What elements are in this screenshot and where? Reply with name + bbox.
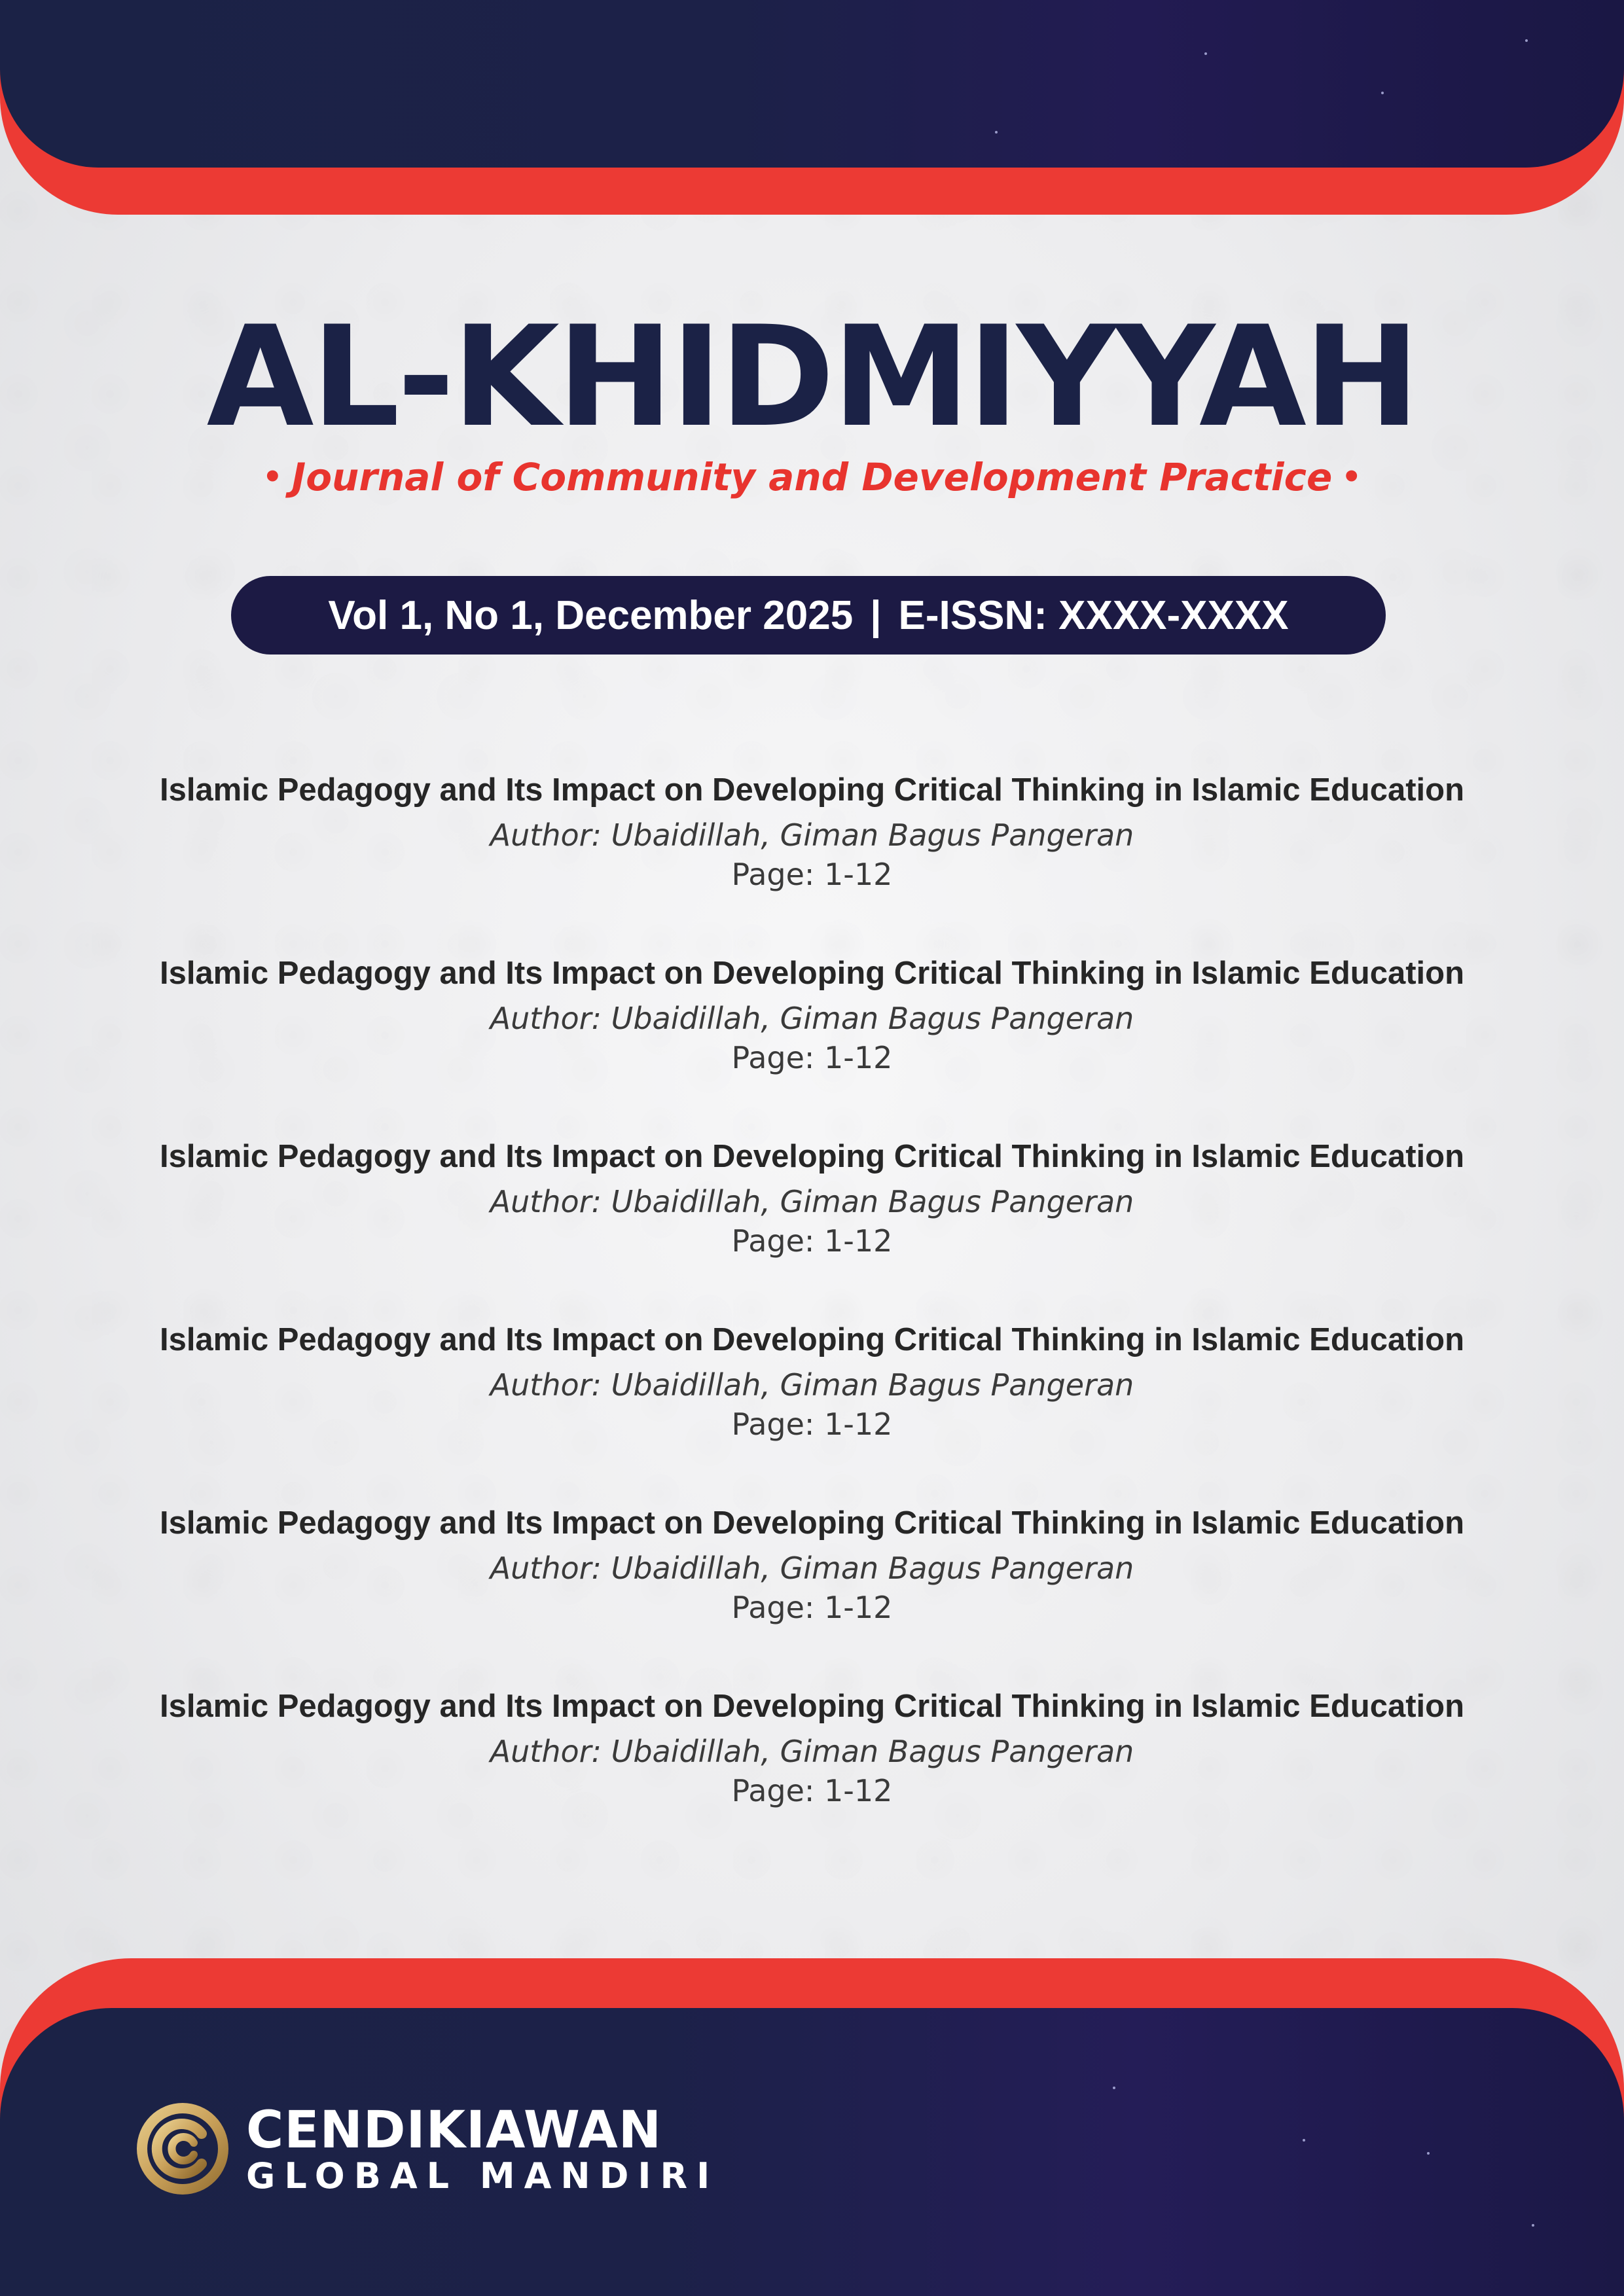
article-page: Page: 1-12 bbox=[731, 857, 893, 892]
issue-info-badge bbox=[231, 576, 1386, 655]
article-item bbox=[0, 1314, 1624, 1498]
article-title: Islamic Pedagogy and Its Impact on Developing Critical Thinking in Islamic Education bbox=[159, 1139, 1465, 1174]
article-item bbox=[0, 1131, 1624, 1314]
publisher-subname: GLOBAL MANDIRI bbox=[246, 2155, 719, 2197]
article-item bbox=[0, 948, 1624, 1131]
article-item bbox=[0, 1681, 1624, 1864]
volume-info: Vol 1, No 1, December 2025 bbox=[328, 592, 854, 638]
article-author: Author: Ubaidillah, Giman Bagus Pangeran bbox=[490, 1551, 1134, 1586]
article-title: Islamic Pedagogy and Its Impact on Developing Critical Thinking in Islamic Education bbox=[159, 1505, 1465, 1541]
article-title: Islamic Pedagogy and Its Impact on Developing Critical Thinking in Islamic Education bbox=[159, 1322, 1465, 1357]
article-item bbox=[0, 1498, 1624, 1681]
article-title: Islamic Pedagogy and Its Impact on Developing Critical Thinking in Islamic Education bbox=[159, 772, 1465, 808]
journal-subtitle-line bbox=[0, 455, 1624, 499]
publisher-name: CENDIKIAWAN bbox=[246, 2101, 662, 2160]
bullet-right: • bbox=[1341, 459, 1362, 495]
article-title: Islamic Pedagogy and Its Impact on Developing Critical Thinking in Islamic Education bbox=[159, 1689, 1465, 1724]
article-author: Author: Ubaidillah, Giman Bagus Pangeran bbox=[490, 1184, 1134, 1219]
journal-title: AL-KHIDMIYYAH bbox=[206, 296, 1418, 457]
issue-separator: | bbox=[870, 592, 882, 638]
top-banner bbox=[0, 0, 1624, 168]
article-list bbox=[0, 764, 1624, 1864]
journal-subtitle: Journal of Community and Development Practice bbox=[291, 455, 1333, 499]
article-author: Author: Ubaidillah, Giman Bagus Pangeran bbox=[490, 1367, 1134, 1403]
article-author: Author: Ubaidillah, Giman Bagus Pangeran bbox=[490, 817, 1134, 853]
publisher-brand bbox=[134, 2100, 719, 2198]
publisher-text bbox=[246, 2103, 719, 2195]
article-page: Page: 1-12 bbox=[731, 1040, 893, 1075]
article-author: Author: Ubaidillah, Giman Bagus Pangeran bbox=[490, 1001, 1134, 1036]
issn: E-ISSN: XXXX-XXXX bbox=[898, 592, 1289, 638]
article-page: Page: 1-12 bbox=[731, 1590, 893, 1625]
article-author: Author: Ubaidillah, Giman Bagus Pangeran bbox=[490, 1734, 1134, 1769]
article-page: Page: 1-12 bbox=[731, 1773, 893, 1808]
article-page: Page: 1-12 bbox=[731, 1407, 893, 1442]
article-page: Page: 1-12 bbox=[731, 1223, 893, 1259]
cgm-logo-icon bbox=[134, 2100, 232, 2198]
article-item bbox=[0, 764, 1624, 948]
bullet-left: • bbox=[262, 459, 283, 495]
article-title: Islamic Pedagogy and Its Impact on Developing Critical Thinking in Islamic Education bbox=[159, 956, 1465, 991]
